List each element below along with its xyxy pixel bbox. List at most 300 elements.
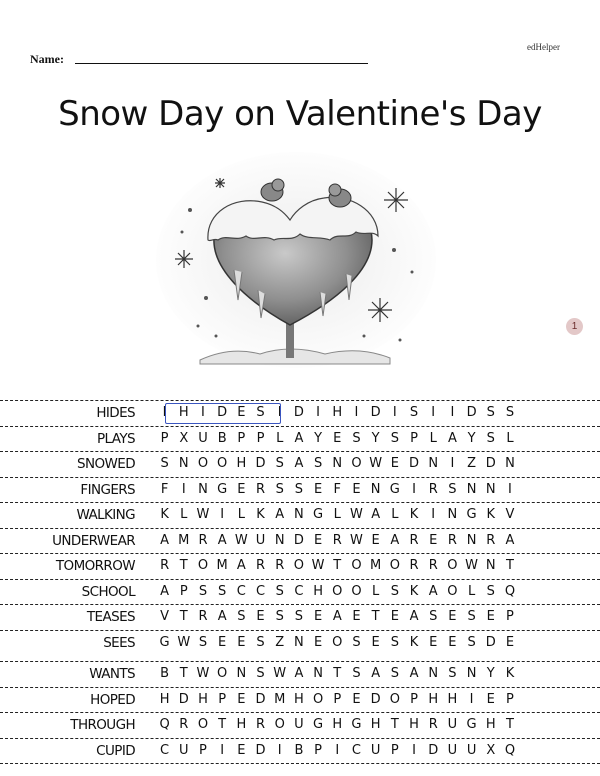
puzzle-letter-cell[interactable]: P <box>390 742 399 758</box>
puzzle-letter-cell[interactable]: K <box>505 666 515 681</box>
puzzle-letter-cell[interactable]: N <box>178 456 189 471</box>
puzzle-letter-cell[interactable]: D <box>485 634 496 650</box>
puzzle-letter-cell[interactable]: R <box>179 717 189 732</box>
puzzle-letter-cell[interactable]: H <box>332 717 343 732</box>
puzzle-letter-cell[interactable]: G <box>217 481 228 497</box>
puzzle-letter-cell[interactable]: R <box>256 481 266 497</box>
puzzle-letter-cell[interactable]: I <box>450 456 455 471</box>
puzzle-letter-cell[interactable]: P <box>333 691 342 707</box>
puzzle-letter-cell[interactable]: D <box>485 456 496 471</box>
puzzle-letter-cell[interactable]: V <box>160 609 170 624</box>
puzzle-letter-cell[interactable]: S <box>390 583 399 599</box>
puzzle-letter-cell[interactable]: W <box>234 532 248 548</box>
puzzle-letter-cell[interactable]: Y <box>467 430 476 446</box>
puzzle-row <box>0 426 600 452</box>
puzzle-letter-cell[interactable]: T <box>390 717 399 732</box>
puzzle-letter-cell[interactable]: I <box>412 481 416 497</box>
page-title: Snow Day on Valentine's Day <box>58 94 542 134</box>
puzzle-letter-cell[interactable]: I <box>508 481 512 497</box>
puzzle-letter-cell[interactable]: N <box>313 666 323 681</box>
puzzle-letter-cell[interactable]: P <box>218 691 227 707</box>
puzzle-letter-cell[interactable]: E <box>313 481 323 497</box>
puzzle-letter-cell[interactable]: A <box>294 456 304 471</box>
puzzle-letter-cell[interactable]: A <box>294 666 304 681</box>
puzzle-letter-cell[interactable]: W <box>273 666 287 681</box>
puzzle-letter-cell[interactable]: T <box>371 609 380 624</box>
puzzle-letter-cell[interactable]: N <box>370 481 381 497</box>
puzzle-letter-cell[interactable]: S <box>256 405 265 420</box>
puzzle-letter-cell[interactable]: R <box>256 717 266 732</box>
puzzle-letter-cell[interactable]: S <box>275 481 284 497</box>
puzzle-letter-cell[interactable]: R <box>428 717 438 732</box>
puzzle-letter-cell[interactable]: L <box>506 430 514 446</box>
puzzle-letter-cell[interactable]: I <box>181 481 186 497</box>
puzzle-letter-cell[interactable]: S <box>486 430 495 446</box>
puzzle-letter-cell[interactable]: T <box>218 717 227 732</box>
puzzle-letter-cell[interactable]: D <box>217 405 228 420</box>
puzzle-letter-cell[interactable]: G <box>313 717 324 732</box>
puzzle-letter-cell[interactable]: E <box>390 456 399 471</box>
puzzle-letters <box>155 584 520 599</box>
puzzle-letter-cell[interactable]: S <box>218 583 227 599</box>
puzzle-letter-cell[interactable]: C <box>294 583 304 599</box>
puzzle-row <box>0 579 600 605</box>
puzzle-letter-cell[interactable]: P <box>410 430 418 446</box>
word-search-grid <box>0 400 600 764</box>
puzzle-letter-cell[interactable]: Y <box>371 430 380 446</box>
puzzle-letter-cell[interactable]: Z <box>467 456 477 471</box>
puzzle-letter-cell[interactable]: C <box>236 583 246 599</box>
puzzle-letter-cell[interactable]: P <box>199 742 207 758</box>
puzzle-letter-cell[interactable]: T <box>179 609 188 624</box>
puzzle-row <box>0 661 600 687</box>
puzzle-letter-cell[interactable]: S <box>275 583 284 599</box>
puzzle-letter-cell[interactable]: A <box>160 532 170 548</box>
puzzle-letter-cell[interactable]: L <box>237 507 245 522</box>
puzzle-letter-cell[interactable]: B <box>294 742 304 758</box>
puzzle-letters <box>155 717 520 732</box>
puzzle-letter-cell[interactable]: S <box>294 481 304 497</box>
puzzle-letter-cell[interactable]: A <box>371 666 381 681</box>
puzzle-letter-cell[interactable]: E <box>429 532 438 548</box>
puzzle-letter-cell[interactable]: D <box>428 742 439 758</box>
puzzle-letter-cell[interactable]: E <box>237 634 246 650</box>
puzzle-word: TOMORROW <box>55 558 135 574</box>
puzzle-letter-cell[interactable]: E <box>218 634 227 650</box>
puzzle-letter-cell[interactable]: K <box>409 507 419 522</box>
puzzle-letter-cell[interactable]: H <box>159 691 170 707</box>
puzzle-letter-cell[interactable]: Y <box>486 666 495 681</box>
puzzle-letter-cell[interactable]: K <box>256 507 265 522</box>
puzzle-row <box>0 502 600 528</box>
puzzle-letter-cell[interactable]: E <box>448 634 457 650</box>
puzzle-letter-cell[interactable]: O <box>351 583 362 599</box>
puzzle-letter-cell[interactable]: R <box>409 532 419 548</box>
puzzle-letter-cell[interactable]: S <box>486 405 495 420</box>
puzzle-letter-cell[interactable]: L <box>276 430 284 446</box>
puzzle-letter-cell[interactable]: O <box>197 558 209 573</box>
puzzle-letter-cell[interactable]: N <box>274 532 285 548</box>
puzzle-letter-cell[interactable]: T <box>179 558 188 573</box>
puzzle-letter-cell[interactable]: W <box>311 558 325 573</box>
puzzle-letter-cell[interactable]: N <box>428 456 439 471</box>
puzzle-letter-cell[interactable]: L <box>467 583 476 599</box>
puzzle-letter-cell[interactable]: S <box>409 405 419 420</box>
puzzle-letter-cell[interactable]: S <box>505 405 515 420</box>
puzzle-letter-cell[interactable]: K <box>486 507 496 522</box>
puzzle-letter-cell[interactable]: L <box>333 507 341 522</box>
puzzle-letter-cell[interactable]: E <box>237 481 246 497</box>
puzzle-letter-cell[interactable]: S <box>256 634 265 650</box>
puzzle-letter-cell[interactable]: V <box>505 507 515 522</box>
puzzle-letter-cell[interactable]: L <box>372 583 380 599</box>
puzzle-letter-cell[interactable]: H <box>294 691 304 707</box>
puzzle-letter-cell[interactable]: N <box>466 481 477 497</box>
puzzle-letter-cell[interactable]: E <box>448 609 457 624</box>
puzzle-row <box>0 738 600 765</box>
puzzle-letter-cell[interactable]: E <box>313 609 323 624</box>
puzzle-letter-cell[interactable]: S <box>160 456 169 471</box>
puzzle-letter-cell[interactable]: I <box>220 507 225 522</box>
puzzle-letter-cell[interactable]: O <box>389 558 400 573</box>
puzzle-letter-cell[interactable]: N <box>294 507 304 522</box>
puzzle-letters <box>155 666 520 681</box>
puzzle-letter-cell[interactable]: S <box>237 609 246 624</box>
puzzle-letter-cell[interactable]: E <box>486 691 495 707</box>
puzzle-word: HOPED <box>90 691 135 708</box>
puzzle-letter-cell[interactable]: I <box>316 405 321 420</box>
puzzle-letter-cell[interactable]: A <box>409 609 419 624</box>
puzzle-letter-cell[interactable]: T <box>179 666 188 681</box>
puzzle-letter-cell[interactable]: S <box>313 456 323 471</box>
puzzle-letter-cell[interactable]: P <box>237 430 246 446</box>
puzzle-letter-cell[interactable]: N <box>428 666 439 681</box>
puzzle-letter-cell[interactable]: E <box>256 609 265 624</box>
puzzle-letter-cell[interactable]: U <box>255 532 266 548</box>
puzzle-letter-cell[interactable]: G <box>466 717 477 732</box>
puzzle-letter-cell[interactable]: D <box>255 456 266 471</box>
puzzle-letter-cell[interactable]: P <box>160 430 169 446</box>
puzzle-letter-cell[interactable]: E <box>352 481 361 497</box>
puzzle-word: HIDES <box>96 405 135 421</box>
puzzle-letter-cell[interactable]: W <box>369 456 383 471</box>
puzzle-letter-cell[interactable]: R <box>332 532 342 548</box>
puzzle-letter-cell[interactable]: A <box>332 609 342 624</box>
puzzle-letter-cell[interactable]: D <box>409 456 420 471</box>
puzzle-letter-cell[interactable]: Q <box>504 742 516 758</box>
puzzle-letter-cell[interactable]: S <box>390 666 399 681</box>
puzzle-letter-cell[interactable]: M <box>178 532 190 548</box>
puzzle-letter-cell[interactable]: U <box>447 742 458 758</box>
puzzle-letter-cell[interactable]: T <box>505 558 514 573</box>
puzzle-letter-cell[interactable]: W <box>350 507 363 522</box>
puzzle-letter-cell[interactable]: U <box>179 742 189 758</box>
puzzle-letter-cell[interactable]: W <box>177 634 191 650</box>
puzzle-letter-cell[interactable]: N <box>466 666 477 681</box>
puzzle-letter-cell[interactable]: U <box>466 742 477 758</box>
puzzle-letter-cell[interactable]: A <box>371 507 381 522</box>
puzzle-letter-cell[interactable]: I <box>431 405 436 420</box>
puzzle-letter-cell[interactable]: W <box>196 666 210 681</box>
puzzle-letter-cell[interactable]: D <box>370 405 381 420</box>
puzzle-letter-cell[interactable]: L <box>391 507 399 522</box>
puzzle-letter-cell[interactable]: H <box>236 717 247 732</box>
puzzle-letter-cell[interactable]: U <box>294 717 304 732</box>
puzzle-letter-cell[interactable]: O <box>447 583 458 599</box>
puzzle-letter-cell[interactable]: A <box>390 532 400 548</box>
puzzle-word: TEASES <box>86 609 135 625</box>
name-label: Name: <box>30 52 64 66</box>
puzzle-letter-cell[interactable]: X <box>179 430 189 446</box>
puzzle-letter-cell[interactable]: S <box>448 666 457 681</box>
puzzle-letter-cell[interactable]: E <box>371 532 380 548</box>
puzzle-letter-cell[interactable]: D <box>255 742 266 758</box>
puzzle-letter-cell[interactable]: S <box>198 583 208 599</box>
puzzle-letter-cell[interactable]: I <box>469 691 474 707</box>
puzzle-letter-cell[interactable]: A <box>160 583 170 599</box>
puzzle-letter-cell[interactable]: E <box>237 691 246 707</box>
puzzle-letter-cell[interactable]: O <box>197 717 209 732</box>
puzzle-letter-cell[interactable]: E <box>352 609 361 624</box>
puzzle-letter-cell[interactable]: N <box>332 456 343 471</box>
puzzle-row <box>0 400 600 426</box>
puzzle-letter-cell[interactable]: M <box>274 691 286 707</box>
puzzle-letters <box>155 609 520 624</box>
puzzle-letter-cell[interactable]: H <box>428 691 439 707</box>
puzzle-letter-cell[interactable]: I <box>335 742 340 758</box>
puzzle-letter-cell[interactable]: M <box>370 558 382 573</box>
puzzle-letter-cell[interactable]: I <box>392 405 397 420</box>
puzzle-letter-cell[interactable]: P <box>506 609 514 624</box>
puzzle-letter-cell[interactable]: O <box>447 558 458 573</box>
puzzle-letter-cell[interactable]: C <box>255 583 266 599</box>
puzzle-letter-cell[interactable]: R <box>256 558 266 573</box>
puzzle-letter-cell[interactable]: F <box>333 481 342 497</box>
puzzle-word: WALKING <box>76 507 135 523</box>
puzzle-letter-cell[interactable]: P <box>410 691 418 707</box>
puzzle-letter-cell[interactable]: R <box>428 558 438 573</box>
puzzle-letter-cell[interactable]: E <box>505 634 515 650</box>
puzzle-letter-cell[interactable]: N <box>236 666 247 681</box>
puzzle-letter-cell[interactable]: R <box>486 532 496 548</box>
puzzle-letters <box>155 456 520 471</box>
puzzle-letter-cell[interactable]: H <box>332 405 343 420</box>
puzzle-row <box>0 553 600 579</box>
puzzle-letter-cell[interactable]: O <box>293 558 305 573</box>
puzzle-letter-cell[interactable]: O <box>351 456 362 471</box>
puzzle-letter-cell[interactable]: O <box>217 456 228 471</box>
puzzle-letter-cell[interactable]: L <box>180 507 188 522</box>
snowy-heart-illustration <box>150 150 442 372</box>
puzzle-letter-cell[interactable]: R <box>447 532 457 548</box>
puzzle-letters <box>155 507 520 522</box>
puzzle-letter-cell[interactable]: X <box>486 742 496 758</box>
puzzle-letter-cell[interactable]: D <box>370 691 381 707</box>
puzzle-letter-cell[interactable]: A <box>447 430 457 446</box>
puzzle-letter-cell[interactable]: D <box>466 405 477 420</box>
puzzle-letter-cell[interactable]: Z <box>275 634 285 650</box>
puzzle-letter-cell[interactable]: E <box>313 634 323 650</box>
puzzle-letter-cell[interactable]: P <box>256 430 265 446</box>
puzzle-letter-cell[interactable]: Q <box>504 583 516 599</box>
puzzle-letter-cell[interactable]: W <box>465 558 479 573</box>
puzzle-letter-cell[interactable]: K <box>409 583 419 599</box>
puzzle-letter-cell[interactable]: H <box>485 717 496 732</box>
puzzle-letter-cell[interactable]: E <box>237 742 246 758</box>
puzzle-letter-cell[interactable]: R <box>198 532 208 548</box>
puzzle-letter-cell[interactable]: G <box>389 481 400 497</box>
puzzle-letter-cell[interactable]: H <box>236 456 247 471</box>
puzzle-letter-cell[interactable]: C <box>351 742 361 758</box>
puzzle-letter-cell[interactable]: S <box>390 634 399 650</box>
puzzle-letter-cell[interactable]: T <box>333 558 342 573</box>
puzzle-row <box>0 712 600 738</box>
puzzle-letter-cell[interactable]: F <box>160 481 169 497</box>
puzzle-letter-cell[interactable]: N <box>294 634 304 650</box>
puzzle-letter-cell[interactable]: P <box>506 691 514 707</box>
puzzle-letter-cell[interactable]: H <box>313 583 323 599</box>
puzzle-letter-cell[interactable]: P <box>314 742 323 758</box>
puzzle-letter-cell[interactable]: O <box>312 691 324 707</box>
puzzle-letter-cell[interactable]: A <box>294 430 304 446</box>
puzzle-letter-cell[interactable]: C <box>160 742 170 758</box>
puzzle-letter-cell[interactable]: A <box>428 583 438 599</box>
puzzle-letter-cell[interactable]: E <box>313 532 323 548</box>
puzzle-letter-cell[interactable]: E <box>486 609 495 624</box>
puzzle-word: SEES <box>103 634 135 651</box>
puzzle-row <box>0 604 600 630</box>
puzzle-letter-cell[interactable]: S <box>467 609 476 624</box>
puzzle-letter-cell[interactable]: D <box>178 691 189 707</box>
puzzle-letter-cell[interactable]: O <box>351 558 362 573</box>
puzzle-letter-cell[interactable]: H <box>370 717 381 732</box>
puzzle-letter-cell[interactable]: K <box>409 634 419 650</box>
puzzle-word: PLAYS <box>97 430 135 447</box>
puzzle-letter-cell[interactable]: N <box>447 507 458 522</box>
puzzle-letters <box>155 431 520 446</box>
puzzle-letter-cell[interactable]: S <box>467 634 476 650</box>
puzzle-letter-cell[interactable]: R <box>275 558 285 573</box>
puzzle-letter-cell[interactable]: H <box>409 717 419 732</box>
puzzle-word: FINGERS <box>80 481 135 498</box>
puzzle-letter-cell[interactable]: D <box>293 405 304 420</box>
puzzle-letter-cell[interactable]: E <box>333 430 342 446</box>
puzzle-letter-cell[interactable]: S <box>198 634 208 650</box>
puzzle-letter-cell[interactable]: E <box>352 691 361 707</box>
puzzle-letter-cell[interactable]: I <box>450 405 455 420</box>
puzzle-letter-cell[interactable]: R <box>198 609 208 624</box>
puzzle-letter-cell[interactable]: O <box>332 634 343 650</box>
puzzle-letter-cell[interactable]: R <box>160 558 170 573</box>
puzzle-letter-cell[interactable]: L <box>429 430 437 446</box>
puzzle-letter-cell[interactable]: S <box>352 634 361 650</box>
puzzle-letter-cell[interactable]: O <box>197 456 209 471</box>
puzzle-letter-cell[interactable]: R <box>428 481 438 497</box>
puzzle-letter-cell[interactable]: N <box>198 481 208 497</box>
puzzle-row <box>0 477 600 503</box>
puzzle-letter-cell[interactable]: N <box>505 456 515 471</box>
puzzle-letter-cell[interactable]: A <box>217 532 227 548</box>
page-number-badge: 1 <box>566 318 583 335</box>
puzzle-letter-cell[interactable]: G <box>351 717 362 732</box>
puzzle-letter-cell[interactable]: S <box>256 666 265 681</box>
puzzle-letter-cell[interactable]: K <box>160 507 169 522</box>
puzzle-letter-cell[interactable]: H <box>447 691 458 707</box>
puzzle-letter-cell[interactable]: W <box>350 532 363 548</box>
puzzle-letter-cell[interactable]: G <box>159 634 170 650</box>
puzzle-letter-cell[interactable]: S <box>486 583 495 599</box>
puzzle-letter-cell[interactable]: B <box>160 666 170 681</box>
puzzle-letter-cell[interactable]: O <box>332 583 343 599</box>
puzzle-row <box>0 687 600 713</box>
puzzle-letter-cell[interactable]: T <box>505 717 514 732</box>
puzzle-letter-cell[interactable]: G <box>466 507 477 522</box>
puzzle-letter-cell[interactable]: U <box>370 742 381 758</box>
puzzle-letter-cell[interactable]: I <box>354 405 359 420</box>
puzzle-letter-cell[interactable]: D <box>293 532 304 548</box>
puzzle-letter-cell[interactable]: E <box>390 609 399 624</box>
puzzle-letter-cell[interactable]: T <box>333 666 342 681</box>
puzzle-letter-cell[interactable]: D <box>255 691 266 707</box>
puzzle-letter-cell[interactable]: W <box>196 507 210 522</box>
puzzle-letter-cell[interactable]: S <box>352 666 361 681</box>
puzzle-letter-cell[interactable]: A <box>275 507 285 522</box>
puzzle-letter-cell[interactable]: E <box>371 634 380 650</box>
puzzle-letter-cell[interactable]: H <box>198 691 208 707</box>
puzzle-letter-cell[interactable]: I <box>220 742 225 758</box>
puzzle-letter-cell[interactable]: E <box>429 634 438 650</box>
name-write-line <box>75 63 368 64</box>
puzzle-letter-cell[interactable]: S <box>275 456 284 471</box>
puzzle-letter-cell[interactable]: N <box>466 532 477 548</box>
puzzle-letter-cell[interactable]: R <box>409 558 419 573</box>
puzzle-letter-cell[interactable]: S <box>294 609 304 624</box>
puzzle-letter-cell[interactable]: I <box>162 405 167 420</box>
found-word-highlight <box>165 403 281 424</box>
puzzle-letter-cell[interactable]: S <box>448 481 457 497</box>
puzzle-letter-cell[interactable]: S <box>352 430 361 446</box>
puzzle-letter-cell[interactable]: U <box>198 430 208 446</box>
puzzle-row <box>0 630 600 656</box>
puzzle-letter-cell[interactable]: Q <box>159 717 170 732</box>
puzzle-letter-cell[interactable]: I <box>277 742 282 758</box>
puzzle-letter-cell[interactable]: H <box>178 405 189 420</box>
puzzle-letter-cell[interactable]: O <box>217 666 228 681</box>
puzzle-letter-cell[interactable]: U <box>447 717 458 732</box>
puzzle-letter-cell[interactable]: O <box>389 691 400 707</box>
puzzle-letter-cell[interactable]: N <box>485 558 496 573</box>
puzzle-letter-cell[interactable]: A <box>409 666 419 681</box>
puzzle-letter-cell[interactable]: B <box>217 430 227 446</box>
puzzle-letter-cell[interactable]: P <box>179 583 188 599</box>
puzzle-letter-cell[interactable]: Y <box>314 430 323 446</box>
puzzle-letter-cell[interactable]: O <box>274 717 285 732</box>
puzzle-letter-cell[interactable]: G <box>313 507 324 522</box>
puzzle-letter-cell[interactable]: I <box>277 405 282 420</box>
puzzle-letter-cell[interactable]: A <box>217 609 227 624</box>
puzzle-letter-cell[interactable]: A <box>236 558 246 573</box>
puzzle-letter-cell[interactable]: E <box>237 405 246 420</box>
puzzle-letter-cell[interactable]: I <box>431 507 436 522</box>
puzzle-letter-cell[interactable]: S <box>429 609 438 624</box>
puzzle-letter-cell[interactable]: S <box>275 609 284 624</box>
puzzle-letter-cell[interactable]: M <box>216 558 228 573</box>
puzzle-letter-cell[interactable]: A <box>505 532 515 548</box>
puzzle-letter-cell[interactable]: I <box>201 405 205 420</box>
puzzle-letter-cell[interactable]: S <box>390 430 399 446</box>
puzzle-letter-cell[interactable]: I <box>412 742 416 758</box>
puzzle-letter-cell[interactable]: N <box>485 481 496 497</box>
